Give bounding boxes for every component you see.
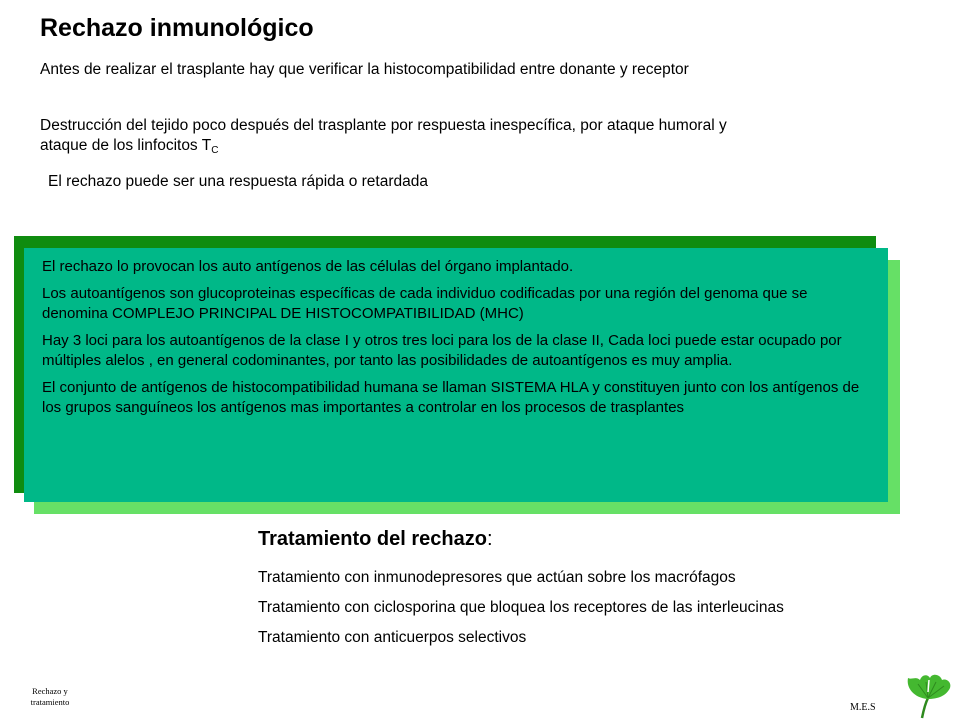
intro-paragraph-1: Antes de realizar el trasplante hay que verificar la histocompatibilidad entre donante y receptor bbox=[40, 61, 689, 78]
intro-paragraph-2 bbox=[40, 116, 760, 161]
treatment-heading-text: Tratamiento del rechazo bbox=[258, 528, 487, 550]
intro-paragraph-2-text: Destrucción del tejido poco después del trasplante por respuesta inespecífica, por ataque humoral y ataque de los linfocitos T bbox=[40, 117, 727, 154]
footer-label-line-1: Rechazo y bbox=[32, 686, 68, 696]
footer-author: M.E.S bbox=[850, 702, 876, 713]
info-box-paragraph-3: Hay 3 loci para los autoantígenos de la clase I y otros tres loci para los de la clase II, Cada loci puede estar ocupado por múltiples alelos , en general codominantes, por tanto las posibilidades de autoantígenos es muy amplia. bbox=[42, 332, 842, 369]
info-box-paragraph-2: Los autoantígenos son glucoproteinas específicas de cada individuo codificadas por una región del genoma que se denomina COMPLEJO PRINCIPAL DE HISTOCOMPATIBILIDAD (MHC) bbox=[42, 285, 808, 322]
intro-paragraph-3: El rechazo puede ser una respuesta rápida o retardada bbox=[48, 173, 428, 190]
info-box-paragraph-1: El rechazo lo provocan los auto antígenos de las células del órgano implantado. bbox=[42, 258, 574, 275]
treatment-list bbox=[258, 568, 784, 658]
info-box bbox=[24, 248, 888, 502]
ginkgo-leaf-icon bbox=[900, 672, 956, 720]
page-title: Rechazo inmunológico bbox=[40, 14, 314, 42]
subscript-c: C bbox=[211, 145, 219, 156]
info-box-paragraph-4: El conjunto de antígenos de histocompatibilidad humana se llaman SISTEMA HLA y constituyen junto con los antígenos de los grupos sanguíneos los antígenos mas importantes a controlar en los procesos de trasplantes bbox=[42, 379, 860, 416]
treatment-heading-colon: : bbox=[486, 528, 493, 550]
treatment-heading bbox=[258, 528, 493, 551]
footer-slide-label bbox=[22, 686, 78, 708]
treatment-item: Tratamiento con inmunodepresores que actúan sobre los macrófagos bbox=[258, 569, 736, 586]
treatment-item: Tratamiento con anticuerpos selectivos bbox=[258, 629, 527, 646]
treatment-item: Tratamiento con ciclosporina que bloquea los receptores de las interleucinas bbox=[258, 599, 784, 616]
footer-label-line-2: tratamiento bbox=[30, 697, 70, 707]
